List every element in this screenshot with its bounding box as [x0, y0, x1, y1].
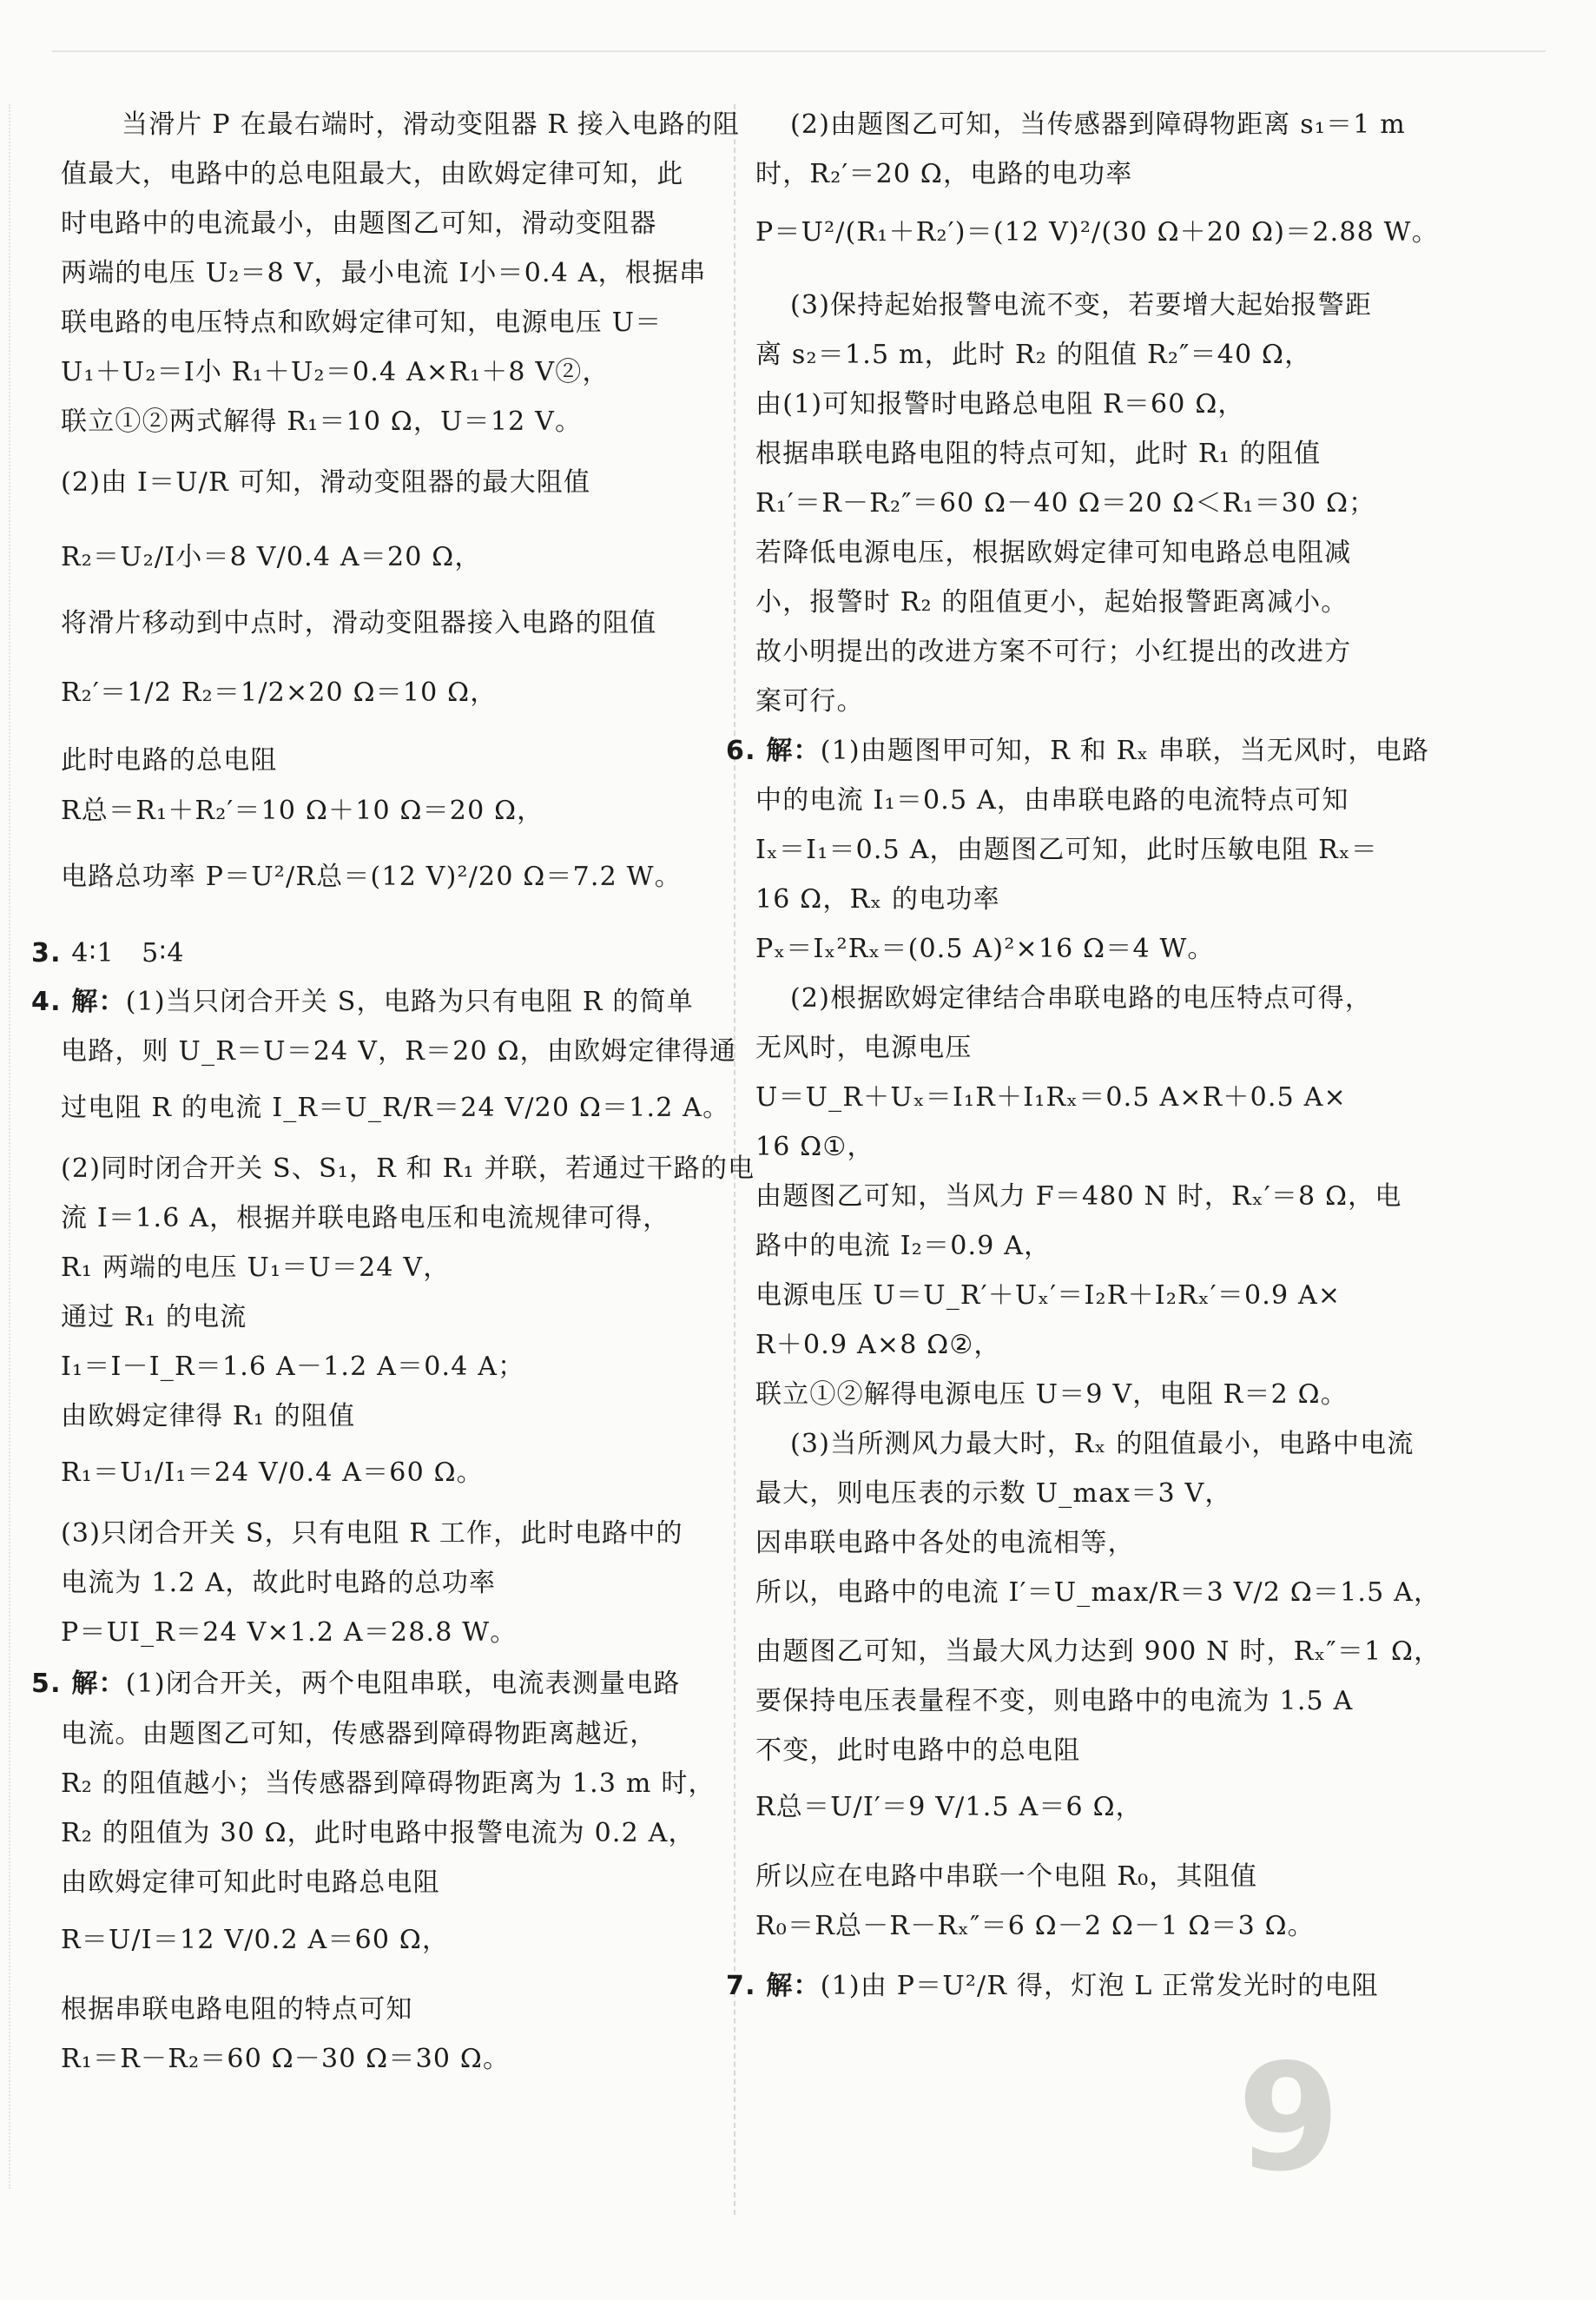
left-line-26: (3)只闭合开关 S，只有电阻 R 工作，此时电路中的	[61, 1518, 683, 1549]
right-line-13: 6. 解：(1)由题图甲可知，R 和 Rₓ 串联，当无风时，电路	[726, 736, 1430, 766]
left-line-21: R₁ 两端的电压 U₁＝U＝24 V，	[61, 1252, 451, 1283]
left-line-32: R₂ 的阻值为 30 Ω，此时电路中报警电流为 0.2 A，	[61, 1818, 696, 1848]
left-line-24: 由欧姆定律得 R₁ 的阻值	[61, 1401, 356, 1431]
right-line-34: R总＝U/I′＝9 V/1.5 A＝6 Ω，	[755, 1792, 1143, 1822]
left-line-25: R₁＝U₁/I₁＝24 V/0.4 A＝60 Ω。	[61, 1457, 484, 1488]
right-line-12: 案可行。	[755, 686, 864, 717]
right-line-8: R₁′＝R－R₂″＝60 Ω－40 Ω＝20 Ω＜R₁＝30 Ω；	[755, 488, 1376, 519]
right-line-31: 由题图乙可知，当最大风力达到 900 N 时，Rₓ″＝1 Ω，	[755, 1636, 1441, 1667]
right-line-11: 故小明提出的改进方案不可行；小红提出的改进方	[755, 637, 1352, 667]
right-line-37: 7. 解：(1)由 P＝U²/R 得，灯泡 L 正常发光时的电阻	[726, 1971, 1379, 2001]
right-line-16: 16 Ω，Rₓ 的电功率	[755, 884, 1000, 915]
right-line-23: 路中的电流 I₂＝0.9 A，	[755, 1231, 1052, 1261]
right-line-18: (2)根据欧姆定律结合串联电路的电压特点可得，	[790, 983, 1373, 1014]
right-line-35: 所以应在电路中串联一个电阻 R₀，其阻值	[755, 1861, 1258, 1892]
right-line-3: P＝U²/(R₁＋R₂′)＝(12 V)²/(30 Ω＋20 Ω)＝2.88 W。	[755, 217, 1439, 248]
left-line-18: 过电阻 R 的电流 I_R＝U_R/R＝24 V/20 Ω＝1.2 A。	[61, 1093, 730, 1123]
right-line-17: Pₓ＝Iₓ²Rₓ＝(0.5 A)²×16 Ω＝4 W。	[755, 934, 1215, 964]
right-line-30: 所以，电路中的电流 I′＝U_max/R＝3 V/2 Ω＝1.5 A，	[755, 1577, 1441, 1608]
right-line-2: 时，R₂′＝20 Ω，电路的电功率	[755, 159, 1133, 189]
left-line-13: R总＝R₁＋R₂′＝10 Ω＋10 Ω＝20 Ω，	[61, 796, 544, 826]
left-line-29: 5. 解：(1)闭合开关，两个电阻串联，电流表测量电路	[31, 1669, 681, 1699]
right-line-9: 若降低电源电压，根据欧姆定律可知电路总电阻减	[755, 538, 1352, 568]
right-line-36: R₀＝R总－R－Rₓ″＝6 Ω－2 Ω－1 Ω＝3 Ω。	[755, 1911, 1315, 1941]
left-line-20: 流 I＝1.6 A，根据并联电路电压和电流规律可得，	[61, 1203, 670, 1233]
left-line-2: 值最大，电路中的总电阻最大，由欧姆定律可知，此	[61, 159, 684, 189]
left-line-4: 两端的电压 U₂＝8 V，最小电流 I小＝0.4 A，根据串	[61, 258, 707, 288]
left-line-27: 电流为 1.2 A，故此时电路的总功率	[61, 1568, 497, 1598]
right-line-19: 无风时，电源电压	[755, 1033, 973, 1063]
right-line-28: 最大，则电压表的示数 U_max＝3 V，	[755, 1478, 1232, 1509]
right-line-22: 由题图乙可知，当风力 F＝480 N 时，Rₓ′＝8 Ω，电	[755, 1181, 1402, 1212]
left-line-1: 当滑片 P 在最右端时，滑动变阻器 R 接入电路的阻	[122, 109, 741, 140]
right-line-27: (3)当所测风力最大时，Rₓ 的阻值最小，电路中电流	[790, 1429, 1415, 1459]
right-line-26: 联立①②解得电源电压 U＝9 V，电阻 R＝2 Ω。	[755, 1379, 1348, 1410]
right-line-20: U＝U_R＋Uₓ＝I₁R＋I₁Rₓ＝0.5 A×R＋0.5 A×	[755, 1082, 1347, 1113]
left-line-12: 此时电路的总电阻	[61, 745, 278, 776]
right-line-6: 由(1)可知报警时电路总电阻 R＝60 Ω，	[755, 389, 1245, 420]
problem-number: 6. 解：	[726, 736, 821, 766]
right-line-4: (3)保持起始报警电流不变，若要增大起始报警距	[790, 290, 1373, 321]
problem-number: 4. 解：	[31, 987, 126, 1017]
left-line-16: 4. 解：(1)当只闭合开关 S，电路为只有电阻 R 的简单	[31, 987, 694, 1017]
left-line-22: 通过 R₁ 的电流	[61, 1302, 247, 1332]
top-rule	[52, 50, 1546, 52]
left-line-31: R₂ 的阻值越小；当传感器到障碍物距离为 1.3 m 时，	[61, 1768, 716, 1799]
left-line-3: 时电路中的电流最小，由题图乙可知，滑动变阻器	[61, 208, 657, 239]
left-line-28: P＝UI_R＝24 V×1.2 A＝28.8 W。	[61, 1617, 518, 1648]
right-line-29: 因串联电路中各处的电流相等，	[755, 1528, 1135, 1558]
page-number: 9	[1237, 2032, 1341, 2204]
right-line-1: (2)由题图乙可知，当传感器到障碍物距离 s₁＝1 m	[790, 109, 1406, 140]
right-line-15: Iₓ＝I₁＝0.5 A，由题图乙可知，此时压敏电阻 Rₓ＝	[755, 835, 1378, 865]
left-line-10: 将滑片移动到中点时，滑动变阻器接入电路的阻值	[61, 608, 657, 638]
left-line-36: R₁＝R－R₂＝60 Ω－30 Ω＝30 Ω。	[61, 2044, 511, 2074]
left-line-34: R＝U/I＝12 V/0.2 A＝60 Ω，	[61, 1925, 450, 1955]
right-line-32: 要保持电压表量程不变，则电路中的电流为 1.5 A	[755, 1686, 1354, 1716]
left-line-15: 3. 4∶1 5∶4	[31, 938, 185, 968]
right-line-33: 不变，此时电路中的总电阻	[755, 1735, 1081, 1766]
binding-edge	[9, 104, 10, 2189]
left-line-9: R₂＝U₂/I小＝8 V/0.4 A＝20 Ω，	[61, 542, 482, 572]
left-line-35: 根据串联电路电阻的特点可知	[61, 1994, 413, 2025]
right-line-7: 根据串联电路电阻的特点可知，此时 R₁ 的阻值	[755, 439, 1322, 469]
left-line-6: U₁＋U₂＝I小 R₁＋U₂＝0.4 A×R₁＋8 V②，	[61, 357, 610, 387]
problem-number: 7. 解：	[726, 1971, 821, 2001]
right-line-24: 电源电压 U＝U_R′＋Uₓ′＝I₂R＋I₂Rₓ′＝0.9 A×	[755, 1280, 1342, 1311]
right-line-21: 16 Ω①，	[755, 1132, 874, 1162]
left-line-11: R₂′＝1/2 R₂＝1/2×20 Ω＝10 Ω，	[61, 677, 498, 708]
problem-number: 5. 解：	[31, 1669, 126, 1699]
left-line-7: 联立①②两式解得 R₁＝10 Ω，U＝12 V。	[61, 406, 583, 437]
right-line-25: R＋0.9 A×8 Ω②，	[755, 1330, 1001, 1360]
left-line-33: 由欧姆定律可知此时电路总电阻	[61, 1867, 440, 1898]
right-line-5: 离 s₂＝1.5 m，此时 R₂ 的阻值 R₂″＝40 Ω，	[755, 340, 1312, 370]
problem-number: 3.	[31, 938, 72, 968]
left-line-23: I₁＝I－I_R＝1.6 A－1.2 A＝0.4 A；	[61, 1352, 525, 1382]
left-line-5: 联电路的电压特点和欧姆定律可知，电源电压 U＝	[61, 307, 663, 338]
left-line-14: 电路总功率 P＝U²/R总＝(12 V)²/20 Ω＝7.2 W。	[61, 862, 682, 892]
left-line-30: 电流。由题图乙可知，传感器到障碍物距离越近，	[61, 1719, 657, 1749]
right-line-10: 小，报警时 R₂ 的阻值更小，起始报警距离减小。	[755, 587, 1349, 618]
left-line-17: 电路，则 U_R＝U＝24 V，R＝20 Ω，由欧姆定律得通	[61, 1036, 737, 1067]
left-line-8: (2)由 I＝U/R 可知，滑动变阻器的最大阻值	[61, 467, 591, 498]
right-line-14: 中的电流 I₁＝0.5 A，由串联电路的电流特点可知	[755, 785, 1349, 816]
left-line-19: (2)同时闭合开关 S、S₁，R 和 R₁ 并联，若通过干路的电	[61, 1153, 755, 1184]
